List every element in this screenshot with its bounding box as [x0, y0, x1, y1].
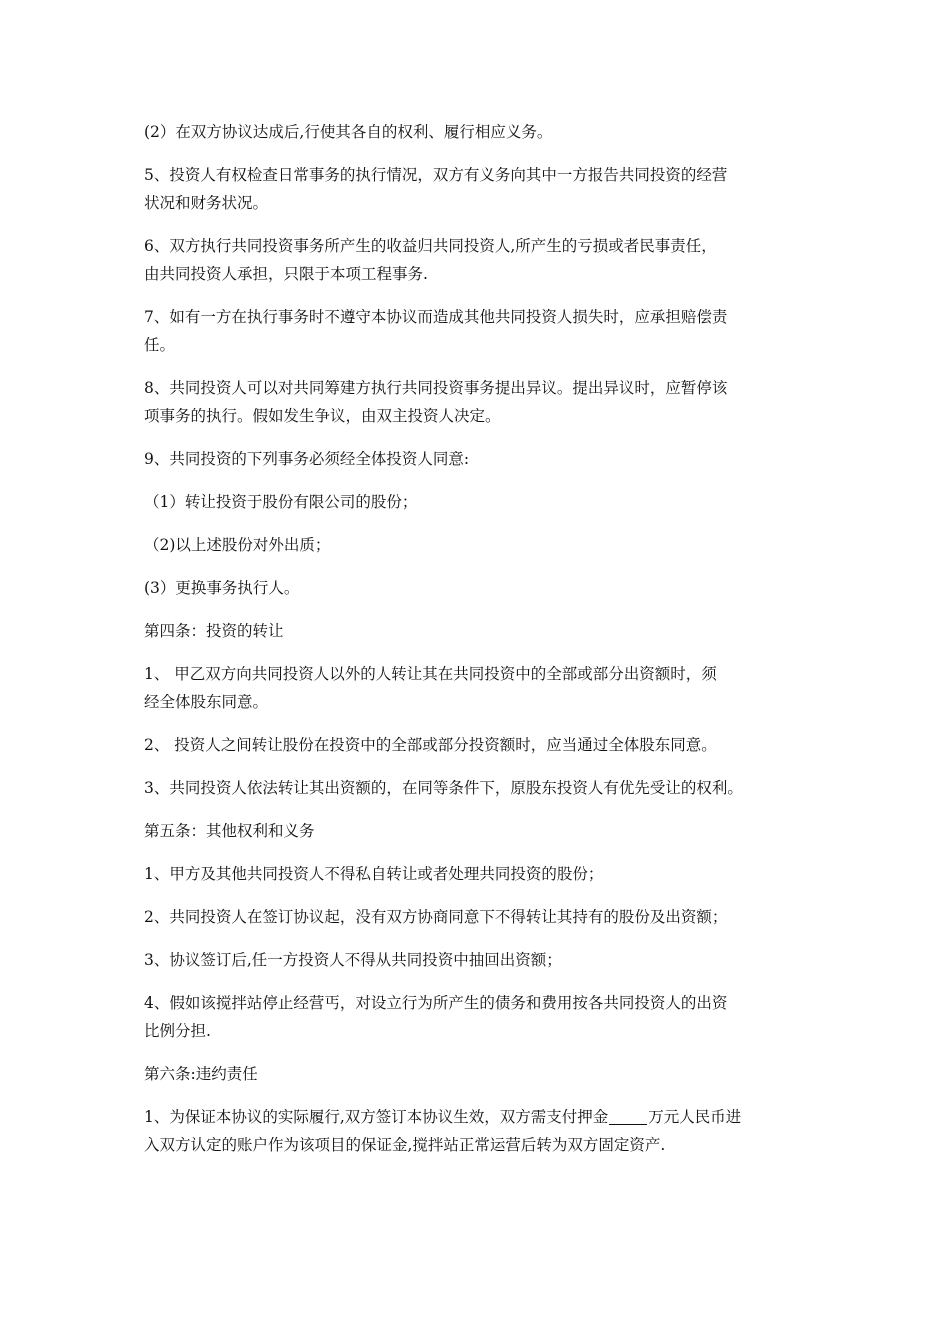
text-segment: 1、为保证本协议的实际履行,双方签订本协议生效，双方需支付押金 [144, 1108, 609, 1126]
list-item-pledge-shares [144, 531, 824, 559]
text-line: （1）转让投资于股份有限公司的股份； [144, 493, 418, 511]
text-line: 1、 甲乙双方向共同投资人以外的人转让其在共同投资中的全部或部分出资额时，须 [144, 665, 717, 683]
document-page [144, 118, 824, 1174]
paragraph-article-4-item-3 [144, 774, 824, 802]
text-line: 3、协议签订后,任一方投资人不得从共同投资中抽回出资额； [144, 951, 562, 969]
text-line: 第四条：投资的转让 [144, 622, 284, 640]
paragraph-clause-8 [144, 374, 824, 430]
text-line: 5、投资人有权检查日常事务的执行情况，双方有义务向其中一方报告共同投资的经营 [144, 166, 728, 184]
text-line: 比例分担. [144, 1022, 211, 1040]
paragraph-clause-7 [144, 303, 824, 359]
section-heading-article-5 [144, 817, 824, 845]
text-line: (2）在双方协议达成后,行使其各自的权利、履行相应义务。 [144, 123, 553, 141]
paragraph-article-5-item-1 [144, 860, 824, 888]
paragraph-article-5-item-2 [144, 903, 824, 931]
text-line: 第六条:违约责任 [144, 1065, 258, 1083]
text-line: 3、共同投资人依法转让其出资额的，在同等条件下，原股东投资人有优先受让的权利。 [144, 779, 743, 797]
text-line: 项事务的执行。假如发生争议，由双主投资人决定。 [144, 407, 501, 425]
paragraph-clause-6 [144, 232, 824, 288]
text-line: 6、双方执行共同投资事务所产生的收益归共同投资人,所产生的亏损或者民事责任， [144, 237, 717, 255]
paragraph-article-4-item-2 [144, 731, 824, 759]
list-item-replace-executor [144, 574, 824, 602]
text-line: 2、 投资人之间转让股份在投资中的全部或部分投资额时，应当通过全体股东同意。 [144, 736, 717, 754]
text-line: 经全体股东同意。 [144, 693, 269, 711]
text-line: 7、如有一方在执行事务时不遵守本协议而造成其他共同投资人损失时，应承担赔偿责 [144, 308, 728, 326]
text-segment: 万元人民币进 [648, 1108, 742, 1126]
paragraph-article-6-item-1 [144, 1103, 824, 1159]
text-line: 入双方认定的账户作为该项目的保证金,搅拌站正常运营后转为双方固定资产. [144, 1136, 666, 1154]
text-line: 8、共同投资人可以对共同筹建方执行共同投资事务提出异议。提出异议时，应暂停该 [144, 379, 728, 397]
text-line: 状况和财务状况。 [144, 194, 269, 212]
paragraph-article-5-item-3 [144, 946, 824, 974]
text-line: 第五条：其他权利和义务 [144, 822, 315, 840]
text-line: 4、假如该搅拌站停止经营丐，对设立行为所产生的债务和费用按各共同投资人的出资 [144, 994, 728, 1012]
section-heading-article-4 [144, 617, 824, 645]
list-item-transfer-shares [144, 488, 824, 516]
text-line: (3）更换事务执行人。 [144, 579, 300, 597]
text-line: 1、甲方及其他共同投资人不得私自转让或者处理共同投资的股份； [144, 865, 604, 883]
text-line: 任。 [144, 336, 176, 354]
paragraph-clause-9 [144, 445, 824, 473]
paragraph-article-4-item-1 [144, 660, 824, 716]
deposit-amount-blank [609, 1106, 647, 1125]
paragraph-rights-exercise [144, 118, 824, 146]
text-line: 由共同投资人承担，只限于本项工程事务. [144, 265, 428, 283]
text-line: 2、共同投资人在签订协议起，没有双方协商同意下不得转让其持有的股份及出资额； [144, 908, 728, 926]
paragraph-article-5-item-4 [144, 989, 824, 1045]
text-line: （2)以上述股份对外出质； [144, 536, 331, 554]
section-heading-article-6 [144, 1060, 824, 1088]
text-line [144, 1103, 824, 1131]
text-line: 9、共同投资的下列事务必须经全体投资人同意: [144, 450, 470, 468]
paragraph-clause-5 [144, 161, 824, 217]
